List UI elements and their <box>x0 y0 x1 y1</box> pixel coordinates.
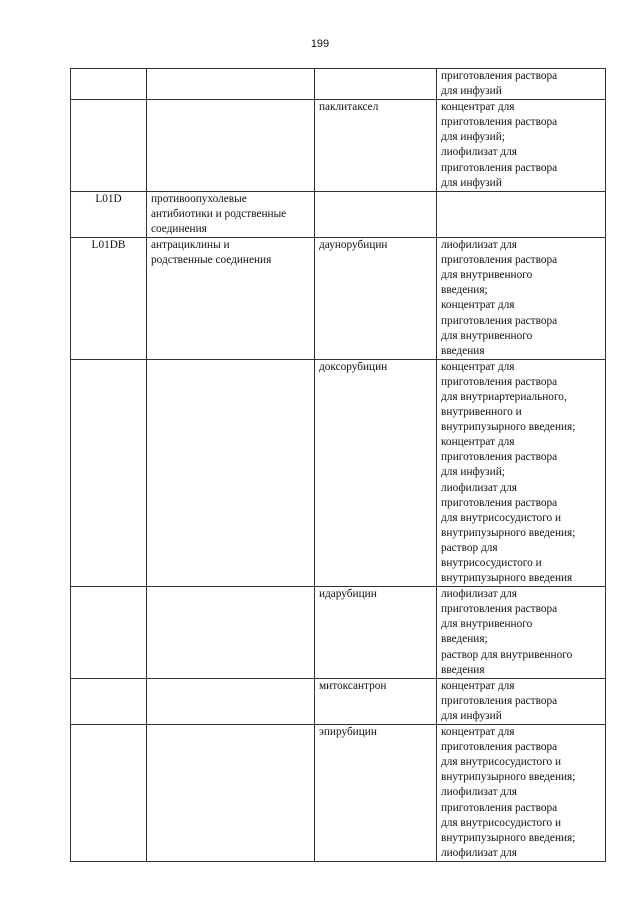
group-name-cell <box>147 100 315 192</box>
dosage-form-line: введения; <box>441 633 488 646</box>
dosage-form-line: лиофилизат для <box>441 786 517 799</box>
dosage-form-cell <box>437 587 606 679</box>
dosage-form-line: приготовления раствора <box>441 694 558 707</box>
atc-code-cell <box>71 587 147 679</box>
table-row <box>71 725 606 862</box>
dosage-form-line: концентрат для <box>441 726 515 739</box>
group-name-cell <box>147 587 315 679</box>
group-name-cell <box>147 69 315 100</box>
group-name-line: противоопухолевые <box>151 192 247 205</box>
drug-name-cell: митоксантрон <box>315 678 437 724</box>
dosage-form-line: раствор для внутривенного <box>441 648 573 661</box>
dosage-form-line: для внутривенного <box>441 329 533 342</box>
dosage-form-line: внутривенного и <box>441 406 522 419</box>
drug-name-cell: идарубицин <box>315 587 437 679</box>
table-body <box>71 69 606 862</box>
page-number: 199 <box>310 38 330 50</box>
group-name-cell <box>147 191 315 237</box>
dosage-form-cell <box>437 191 606 237</box>
dosage-form-cell <box>437 359 606 586</box>
dosage-form-line: для инфузий <box>441 176 502 189</box>
table-row <box>71 69 606 100</box>
dosage-form-cell <box>437 69 606 100</box>
dosage-form-cell <box>437 678 606 724</box>
dosage-form-line: приготовления раствора <box>441 603 558 616</box>
dosage-form-line: приготовления раствора <box>441 314 558 327</box>
dosage-form-line: концентрат для <box>441 679 515 692</box>
table-row <box>71 191 606 237</box>
drug-table <box>70 68 606 862</box>
dosage-form-line: внутрипузырного введения; <box>441 421 576 434</box>
table-row <box>71 678 606 724</box>
dosage-form-line: приготовления раствора <box>441 254 558 267</box>
dosage-form-line: приготовления раствора <box>441 451 558 464</box>
drug-name-cell <box>315 191 437 237</box>
atc-code-cell: L01D <box>71 191 147 237</box>
group-name-cell <box>147 359 315 586</box>
dosage-form-line: введения; <box>441 284 488 297</box>
dosage-form-line: для внутривенного <box>441 269 533 282</box>
dosage-form-line: введения <box>441 663 485 676</box>
atc-code-cell <box>71 100 147 192</box>
dosage-form-line: концентрат для <box>441 299 515 312</box>
dosage-form-line: приготовления раствора <box>441 375 558 388</box>
dosage-form-cell <box>437 238 606 360</box>
table-row <box>71 359 606 586</box>
group-name-line: антрациклины и <box>151 239 230 252</box>
dosage-form-line: для внутриартериального, <box>441 390 567 403</box>
dosage-form-line: раствор для <box>441 541 498 554</box>
dosage-form-line: для внутрисосудистого и <box>441 816 562 829</box>
drug-name-cell: эпирубицин <box>315 725 437 862</box>
group-name-cell <box>147 238 315 360</box>
table-row <box>71 238 606 360</box>
dosage-form-line: концентрат для <box>441 436 515 449</box>
dosage-form-line: приготовления раствора <box>441 741 558 754</box>
group-name-cell <box>147 678 315 724</box>
dosage-form-line: лиофилизат для <box>441 846 517 859</box>
atc-code-cell <box>71 359 147 586</box>
dosage-form-line: приготовления раствора <box>441 161 558 174</box>
dosage-form-line: для инфузий; <box>441 131 505 144</box>
group-name-line: родственные соединения <box>151 254 272 267</box>
dosage-form-line: для инфузий <box>441 709 502 722</box>
dosage-form-line: лиофилизат для <box>441 588 517 601</box>
atc-code-cell: L01DB <box>71 238 147 360</box>
drug-name-cell <box>315 69 437 100</box>
dosage-form-line: для внутрисосудистого и <box>441 511 562 524</box>
dosage-form-line: приготовления раствора <box>441 496 558 509</box>
dosage-form-line: внутрипузырного введения; <box>441 831 576 844</box>
dosage-form-cell <box>437 100 606 192</box>
group-name-line: антибиотики и родственные <box>151 207 287 220</box>
atc-code-cell <box>71 725 147 862</box>
dosage-form-line: лиофилизат для <box>441 481 517 494</box>
drug-name-cell: даунорубицин <box>315 238 437 360</box>
dosage-form-line: концентрат для <box>441 360 515 373</box>
dosage-form-line: внутрипузырного введения; <box>441 771 576 784</box>
dosage-form-line: для инфузий; <box>441 466 505 479</box>
dosage-form-line: приготовления раствора <box>441 801 558 814</box>
group-name-cell <box>147 725 315 862</box>
dosage-form-line: концентрат для <box>441 101 515 114</box>
group-name-line: соединения <box>151 222 207 235</box>
dosage-form-line: приготовления раствора <box>441 70 558 82</box>
table-row <box>71 100 606 192</box>
atc-code-cell <box>71 69 147 100</box>
dosage-form-line: внутрисосудистого и <box>441 557 542 569</box>
dosage-form-line: внутрипузырного введения <box>441 572 573 585</box>
dosage-form-line: лиофилизат для <box>441 146 517 159</box>
dosage-form-cell <box>437 725 606 862</box>
dosage-form-line: лиофилизат для <box>441 239 517 252</box>
drug-name-cell: паклитаксел <box>315 100 437 192</box>
dosage-form-line: для внутрисосудистого и <box>441 756 562 769</box>
atc-code-cell <box>71 678 147 724</box>
drug-name-cell: доксорубицин <box>315 359 437 586</box>
table-row <box>71 587 606 679</box>
dosage-form-line: приготовления раствора <box>441 116 558 129</box>
dosage-form-line: для внутривенного <box>441 618 533 631</box>
dosage-form-line: введения <box>441 344 485 357</box>
dosage-form-line: для инфузий <box>441 85 502 98</box>
dosage-form-line: внутрипузырного введения; <box>441 526 576 539</box>
